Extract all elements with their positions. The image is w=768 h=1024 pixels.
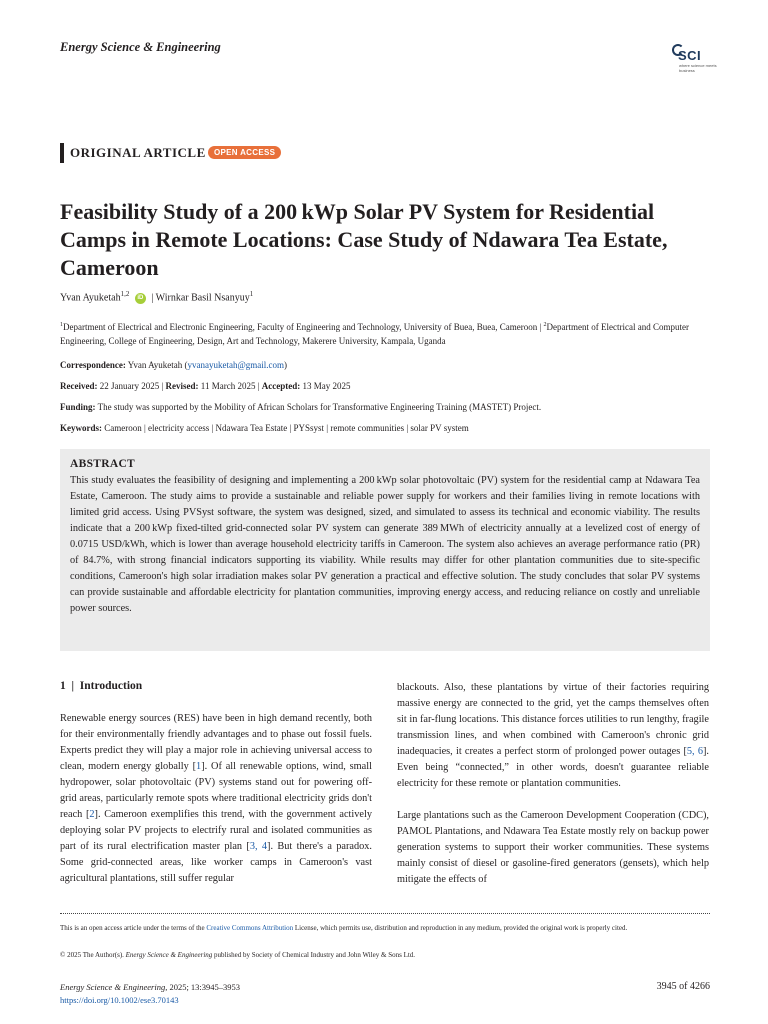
received-date: 22 January 2025 [99, 381, 160, 391]
affil-sup: 1 [60, 322, 63, 328]
text-run: Renewable energy sources (RES) have been in high demand recently, both for their environmentally friendly advantages and to phase out fossil fuels. Experts predict they will play a major role in achieving universal access to clean, modern energy globally [ [60, 713, 372, 772]
citation-link[interactable]: 3, 4 [249, 841, 268, 852]
keywords-text: Cameroon | electricity access | Ndawara Tea Estate | PYSsyst | remote communities | solar PV system [104, 423, 469, 433]
received-label: Received: [60, 381, 98, 391]
text-run: blackouts. Also, these plantations by virtue of their factories requiring massive energy are connected to the grid, yet the camps themselves often sit in far-flung locations. This distance forces utilities to run lengthy, fragile transmission lines, and when combined with Cameroon's chronic grid inadequacies, it creates a perfect storm of prolonged power outages [ [397, 682, 709, 757]
keywords-label: Keywords: [60, 423, 102, 433]
journal-name: Energy Science & Engineering [60, 40, 221, 54]
cite-volume: , 2025; 13:3945–3953 [165, 982, 241, 992]
abstract-box [60, 449, 710, 651]
correspondence-email-link[interactable]: yvanayuketah@gmail.com [187, 360, 285, 370]
article-dates: Received: 22 January 2025 | Revised: 11 March 2025 | Accepted: 13 May 2025 [60, 381, 351, 391]
abstract-text: This study evaluates the feasibility of designing and implementing a 200 kWp solar photovoltaic (PV) system for the residential camp at Ndawara Tea Estate, Cameroon. The study aims to provide a sustainable and reliable power supply for workers and their families living in remote locations with limited grid access. Using PVSyst software, the system was designed, sized, and simulated to assess its technical and economic viability. The results indicate that a 200 kWp fixed-tilted grid-connected solar PV system can generate 389 MWh of electricity annually at a levelized cost of energy of 0.0715 USD/kWh, which is lower than average household electricity tariffs in Cameroon. The system also achieves an average performance ratio (PR) of 84.7%, with strong financial indicators supporting its viability. While results may differ for other plantation communities due to site-specific conditions, Cameroon's high solar irradiation makes solar PV generation a practical and effective solution. The study concludes that solar PV systems can provide sustainable and affordable electricity for plantation communities, improving energy access, and reducing reliance on costly and unreliable power sources. [70, 475, 700, 614]
accepted-label: Accepted: [261, 381, 301, 391]
author-affil-sup: 1 [249, 290, 254, 298]
sci-logo [668, 42, 718, 78]
author-name[interactable]: Yvan Ayuketah [60, 292, 121, 304]
affiliations [60, 318, 710, 348]
text-run: ]. But there's a paradox. Some grid-connected areas, like worker camps in Cameroon's vast agricultural plantations, still suffer regular [60, 841, 372, 884]
author-name[interactable]: Wirnkar Basil Nsanyuy [155, 292, 250, 304]
logo-text: SCI [678, 48, 702, 63]
text-run: © 2025 The Author(s). [60, 951, 126, 959]
paragraph [60, 711, 372, 887]
orcid-icon[interactable]: iD [135, 293, 146, 304]
revised-date: 11 March 2025 [200, 381, 256, 391]
copyright-note [60, 951, 415, 959]
license-note [60, 922, 710, 934]
text-run: This is an open access article under the terms of the [60, 924, 207, 932]
funding [60, 402, 541, 412]
section-heading: 1 | Introduction [60, 680, 143, 692]
citation-info [60, 981, 240, 1007]
paragraph [397, 680, 709, 792]
article-title: Feasibility Study of a 200 kWp Solar PV System for Residential Camps in Remote Locations: Case Study of Ndawara Tea Estate, Cameroon [60, 199, 668, 280]
correspondence-name: Yvan Ayuketah ( [127, 360, 188, 370]
author-list [60, 290, 253, 304]
page-number: 3945 of 4266 [656, 981, 710, 992]
abstract-heading: ABSTRACT [70, 458, 136, 470]
body-column-right [397, 680, 709, 904]
article-type: ORIGINAL ARTICLE [70, 145, 206, 160]
keywords [60, 423, 469, 433]
paragraph: Large plantations such as the Cameroon Development Cooperation (CDC), PAMOL Plantations, and Ndawara Tea Estate mostly rely on backup power generation systems to support their worker communities. These systems mainly consist of diesel or gasoline-fired generators (gensets), which help mitigate the effects of [397, 810, 709, 885]
doi-link[interactable]: https://doi.org/10.1002/ese3.70143 [60, 995, 179, 1005]
affil-sup: 2 [543, 322, 547, 328]
article-type-bar [60, 143, 64, 163]
citation-link[interactable]: 2 [89, 809, 95, 820]
correspondence-label: Correspondence: [60, 360, 126, 370]
footer-divider [60, 913, 710, 914]
text-run: License, which permits use, distribution and reproduction in any medium, provided the original work is properly cited. [293, 924, 628, 932]
funding-text: The study was supported by the Mobility of African Scholars for Transformative Engineering Training (MASTET) Project. [97, 402, 542, 412]
citation-link[interactable]: 5, 6 [686, 746, 703, 757]
text-run: ]. Cameroon exemplifies this trend, with the government actively deploying solar PV projects to electrify rural and isolated communities as part of its rural electrification master plan [ [60, 809, 372, 852]
paren: ) [284, 360, 288, 370]
text-run: published by Society of Chemical Industry and John Wiley & Sons Ltd. [212, 951, 416, 959]
open-access-badge: OPEN ACCESS [208, 146, 281, 159]
affiliation-2: Department of Electrical and Computer Engineering, College of Engineering, Design, Art and Technology, Makerere University, Kampala, Uganda [60, 322, 689, 346]
cite-journal: Energy Science & Engineering [60, 982, 166, 992]
author-affil-sup: 1,2 [120, 290, 130, 298]
author-separator: | [151, 292, 154, 304]
logo-subtext: where science meets business [679, 63, 717, 73]
text-run: ]. Even being “connected,” in other words, doesn't guarantee reliable electricity for these remote or plantation communities. [397, 746, 709, 789]
license-link[interactable]: Creative Commons Attribution [206, 924, 294, 932]
funding-label: Funding: [60, 402, 96, 412]
accepted-date: 13 May 2025 [302, 381, 351, 391]
revised-label: Revised: [165, 381, 199, 391]
correspondence [60, 360, 287, 370]
text-run: ]. Of all renewable options, wind, small hydropower, solar photovoltaic (PV) systems stand out for powering off-grid areas, particularly remote spots where traditional electricity grids don't reach [ [60, 761, 372, 820]
citation-link[interactable]: 1 [196, 761, 202, 772]
body-column-left [60, 711, 372, 887]
affiliation-1: Department of Electrical and Electronic Engineering, Faculty of Engineering and Technology, University of Buea, Buea, Cameroon | [63, 322, 544, 332]
journal-italic: Energy Science & Engineering [125, 951, 213, 959]
